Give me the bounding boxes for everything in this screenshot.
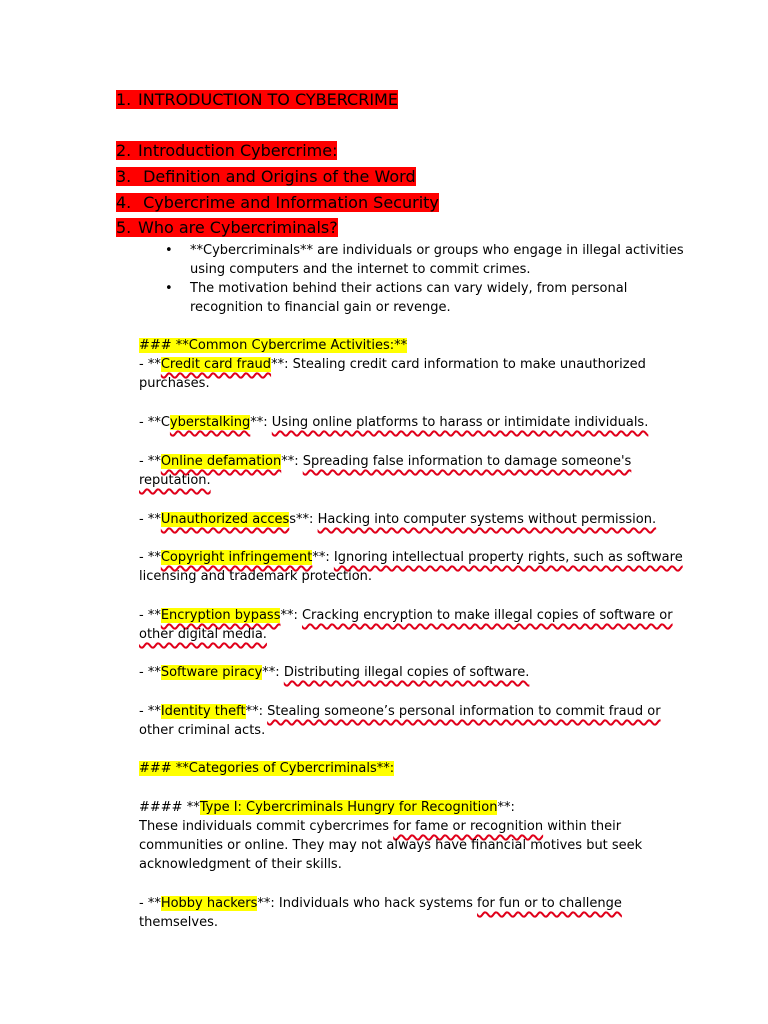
heading-4: 4. Cybercrime and Information Security [116, 193, 439, 212]
activity-term: Copyright infringement [160, 550, 313, 565]
common-activities-heading: ### **Common Cybercrime Activities:** [139, 338, 408, 353]
bullet-dot-icon: • [165, 243, 173, 258]
type1-section: #### **Type I: Cybercriminals Hungry for Recognition**: These individuals commit cybercrimes for fame or recognition within their communities or online. They may not always have financial motives but seek acknowledgment of their skills. [139, 800, 643, 872]
activity-item: - **Credit card fraud**: Stealing credit card information to make unauthorized purchases. [139, 357, 646, 391]
heading-2: 2. Introduction Cybercrime: [116, 141, 338, 160]
categories-heading: ### **Categories of Cybercriminals**: [139, 761, 395, 776]
activity-term: Identity theft [160, 704, 246, 719]
activity-item: - **Encryption bypass**: Cracking encryption to make illegal copies of software or other digital media. [139, 608, 673, 642]
bullet-list [165, 241, 685, 317]
heading-3: 3. Definition and Origins of the Word [116, 167, 416, 186]
bullet-item: • The motivation behind their actions can vary widely, from personal recognition to financial gain or revenge. [165, 281, 628, 315]
activity-item: - **Unauthorized access**: Hacking into computer systems without permission. [139, 512, 657, 527]
heading-1: 1. INTRODUCTION TO CYBERCRIME [116, 90, 398, 109]
bullet-item: • **Cybercriminals** are individuals or groups who engage in illegal activities using computers and the internet to commit crimes. [165, 243, 684, 277]
activity-term: Credit card fraud [160, 357, 272, 372]
hobby-hackers-item: - **Hobby hackers**: Individuals who hack systems for fun or to challenge themselves. [139, 896, 622, 930]
bullet-dot-icon: • [165, 281, 173, 296]
activity-term: Online defamation [160, 454, 282, 469]
activity-term: yberstalking [169, 415, 251, 430]
activity-item: - **Software piracy**: Distributing illegal copies of software. [139, 665, 530, 680]
type1-term: Type I: Cybercriminals Hungry for Recognition [199, 800, 498, 815]
activity-term: Unauthorized acces [160, 512, 290, 527]
activity-item: - **Online defamation**: Spreading false information to damage someone's reputation. [139, 454, 632, 488]
activity-term: Software piracy [160, 665, 263, 680]
activity-item: - **Cyberstalking**: Using online platforms to harass or intimidate individuals. [139, 415, 649, 430]
activity-term: Encryption bypass [160, 608, 281, 623]
activity-item: - **Identity theft**: Stealing someone’s personal information to commit fraud or other criminal acts. [139, 704, 661, 738]
heading-5: 5. Who are Cybercriminals? [116, 218, 338, 237]
hobby-term: Hobby hackers [160, 896, 258, 911]
activity-item: - **Copyright infringement**: Ignoring intellectual property rights, such as software licensing and trademark protection. [139, 550, 683, 584]
